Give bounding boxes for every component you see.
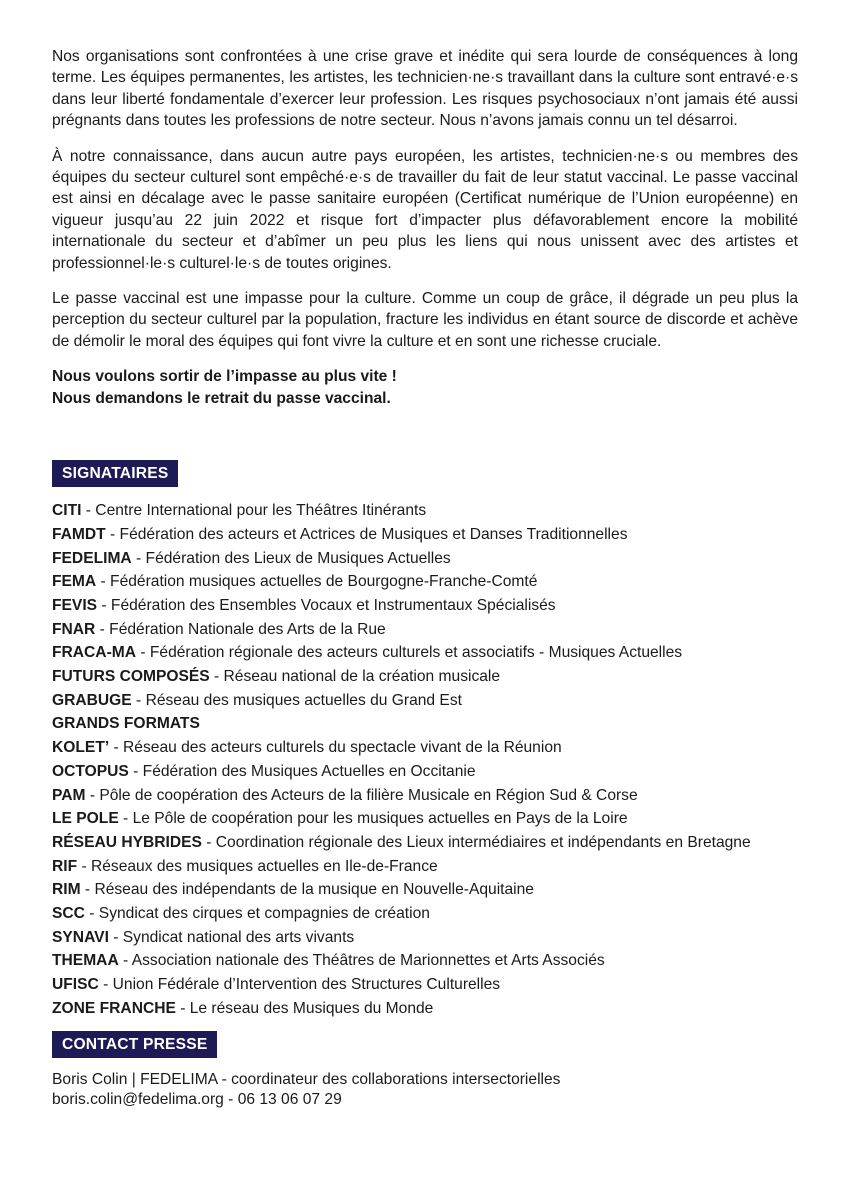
signataire-abbr: FUTURS COMPOSÉS — [52, 668, 210, 686]
signataire-item — [52, 784, 798, 808]
paragraph-crisis: Nos organisations sont confrontées à une crise grave et inédite qui sera lourde de conséquences à long terme. Les équipes permanentes, les artistes, les technicien·ne·s travaillant dans la culture sont entravé·e·s dans leur liberté fondamentale d’exercer leur profession. Les risques psychosociaux n’ont jamais été aussi prégnants dans toutes les professions de notre secteur. Nous n’avons jamais connu un tel désarroi. — [52, 48, 798, 130]
signataire-desc: - Fédération des Lieux de Musiques Actuelles — [131, 549, 451, 567]
signataire-item — [52, 831, 798, 855]
signataire-abbr: CITI — [52, 502, 82, 520]
signataire-item — [52, 902, 798, 926]
demands-block — [52, 366, 798, 409]
signataire-abbr: FEVIS — [52, 596, 98, 614]
signataire-desc: - Pôle de coopération des Acteurs de la filière Musicale en Région Sud & Corse — [85, 786, 638, 804]
contact-presse-header: CONTACT PRESSE — [52, 1031, 217, 1058]
signataire-item — [52, 760, 798, 784]
signataire-item — [52, 878, 798, 902]
signataire-desc: - Fédération régionale des acteurs culturels et associatifs - Musiques Actuelles — [136, 644, 683, 662]
signataire-desc: - Le réseau des Musiques du Monde — [175, 999, 434, 1017]
signataire-abbr: RIM — [52, 881, 81, 899]
signataire-desc: - Réseau national de la création musicale — [209, 668, 501, 686]
signataire-abbr: SYNAVI — [52, 928, 109, 946]
signataire-item — [52, 712, 798, 736]
signataire-abbr: FRACA-MA — [52, 644, 137, 662]
signataire-abbr: KOLET’ — [52, 739, 110, 757]
signataire-item — [52, 570, 798, 594]
signataire-item — [52, 736, 798, 760]
signataire-abbr: THEMAA — [52, 952, 119, 970]
signataire-desc: - Association nationale des Théâtres de Marionnettes et Arts Associés — [118, 952, 605, 970]
signataire-desc: - Syndicat national des arts vivants — [108, 928, 355, 946]
signataire-item — [52, 807, 798, 831]
signataire-abbr: OCTOPUS — [52, 762, 129, 780]
signataire-abbr: FEDELIMA — [52, 549, 132, 567]
signataire-abbr: FNAR — [52, 620, 96, 638]
signataire-item — [52, 997, 798, 1021]
signataire-desc: - Réseau des musiques actuelles du Grand Est — [131, 691, 462, 709]
signataire-abbr: PAM — [52, 786, 86, 804]
signataire-item — [52, 855, 798, 879]
demand-line-1: Nous voulons sortir de l’impasse au plus vite ! — [52, 368, 397, 386]
signataire-item — [52, 594, 798, 618]
signataires-list — [52, 499, 798, 1020]
signataire-abbr: GRABUGE — [52, 691, 132, 709]
demand-line-2: Nous demandons le retrait du passe vaccinal. — [52, 389, 391, 407]
signataire-item — [52, 973, 798, 997]
signataires-header: SIGNATAIRES — [52, 460, 178, 487]
signataire-abbr: ZONE FRANCHE — [52, 999, 176, 1017]
signataire-desc: - Réseaux des musiques actuelles en Ile-de-France — [77, 857, 438, 875]
signataire-desc: - Centre International pour les Théâtres Itinérants — [81, 502, 427, 520]
signataire-desc: - Fédération des acteurs et Actrices de Musiques et Danses Traditionnelles — [105, 525, 628, 543]
signataire-item — [52, 499, 798, 523]
signataire-desc: - Union Fédérale d’Intervention des Structures Culturelles — [98, 976, 501, 994]
signataire-desc: - Fédération des Musiques Actuelles en Occitanie — [128, 762, 476, 780]
signataire-desc: - Le Pôle de coopération pour les musiques actuelles en Pays de la Loire — [118, 810, 628, 828]
signataire-desc: - Réseau des indépendants de la musique en Nouvelle-Aquitaine — [80, 881, 534, 899]
press-release-page — [52, 46, 798, 1110]
signataire-desc: - Syndicat des cirques et compagnies de création — [84, 905, 430, 923]
signataire-abbr: GRANDS FORMATS — [52, 715, 200, 733]
signataire-desc: - Fédération musiques actuelles de Bourgogne-Franche-Comté — [96, 573, 538, 591]
signataire-item — [52, 689, 798, 713]
signataire-item — [52, 665, 798, 689]
signataire-item — [52, 926, 798, 950]
signataire-abbr: FAMDT — [52, 525, 106, 543]
signataire-item — [52, 949, 798, 973]
signataire-abbr: SCC — [52, 905, 85, 923]
signataire-abbr: FEMA — [52, 573, 97, 591]
signataire-abbr: LE POLE — [52, 810, 119, 828]
paragraph-europe: À notre connaissance, dans aucun autre pays européen, les artistes, technicien·ne·s ou membres des équipes du secteur culturel sont empêché·e·s de travailler du fait de leur statut vaccinal. Le passe vaccinal est ainsi en décalage avec le passe sanitaire européen (Certificat numérique de l’Union européenne) en vigueur jusqu’au 22 juin 2022 et risque fort d’impacter plus défavorablement encore la mobilité internationale du secteur et d’abîmer un peu plus les liens qui nous unissent avec des artistes et professionnel·le·s culturel·le·s de toutes origines. — [52, 147, 798, 272]
contact-person-line: Boris Colin | FEDELIMA - coordinateur des collaborations intersectorielles — [52, 1070, 561, 1088]
signataire-abbr: RÉSEAU HYBRIDES — [52, 833, 202, 851]
paragraph-impasse: Le passe vaccinal est une impasse pour la culture. Comme un coup de grâce, il dégrade un peu plus la perception du secteur culturel par la population, fracture les individus en étant source de discorde et achève de démolir le moral des équipes qui font vivre la culture et en sont une richesse cruciale. — [52, 290, 798, 350]
signataire-desc: - Fédération Nationale des Arts de la Rue — [95, 620, 386, 638]
signataire-desc: - Réseau des acteurs culturels du spectacle vivant de la Réunion — [109, 739, 562, 757]
signataire-abbr: UFISC — [52, 976, 99, 994]
signataire-abbr: RIF — [52, 857, 78, 875]
contact-block — [52, 1070, 798, 1110]
contact-details-line: boris.colin@fedelima.org - 06 13 06 07 29 — [52, 1090, 342, 1108]
signataire-item — [52, 641, 798, 665]
signataire-item — [52, 618, 798, 642]
signataire-item — [52, 547, 798, 571]
signataire-item — [52, 523, 798, 547]
signataire-desc: - Coordination régionale des Lieux intermédiaires et indépendants en Bretagne — [201, 833, 751, 851]
signataire-desc: - Fédération des Ensembles Vocaux et Instrumentaux Spécialisés — [97, 596, 556, 614]
